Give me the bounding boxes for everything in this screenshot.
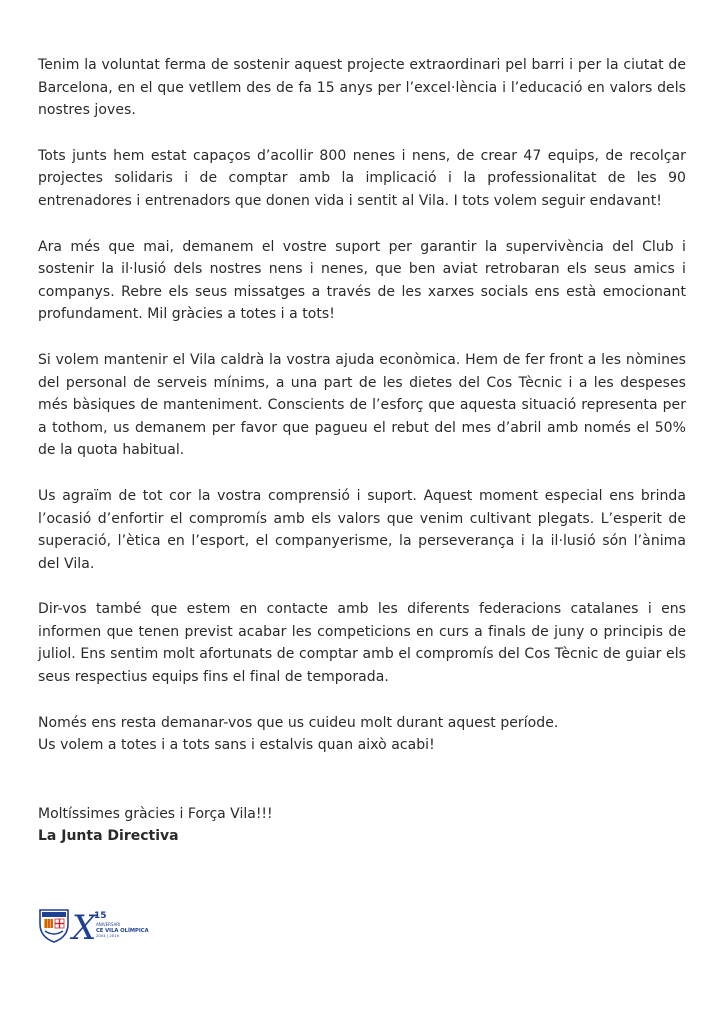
anniversary-label: ANIVERSARI [96, 922, 121, 927]
paragraph-2: Tots junts hem estat capaços d’acollir 800 nenes i nens, de crear 47 equips, de recolçar projectes solidaris i de comptar amb la implicació i la professionalitat de les 90 entrenadores i entrenadors que donen vida i sentit al Vila. I tots volem seguir endavant! [38, 147, 686, 209]
thanks-line: Moltíssimes gràcies i Força Vila!!! [38, 805, 273, 822]
anniversary-number: 15 [94, 911, 107, 921]
club-name-label: CE VILA OLÍMPICA [96, 928, 149, 934]
paragraph-6: Dir-vos també que estem en contacte amb les diferents federacions catalanes i ens informen que tenen previst acabar les competicions en curs a finals de juny o principis de juliol. Ens sentim molt afortunats de comptar amb el compromís del Cos Tècnic de guiar els seus respectius equips fins el final de temporada. [38, 601, 686, 686]
paragraph-1: Tenim la voluntat ferma de sostenir aquest projecte extraordinari pel barri i per la ciutat de Barcelona, en el que vetllem des de fa 15 anys per l’excel·lència i l’educació en valors dels nostres joves. [38, 57, 686, 119]
closing [38, 803, 686, 848]
paragraph-5: Us agraïm de tot cor la vostra comprensió i suport. Aquest moment especial ens brinda l’ocasió d’enfortir el compromís amb els valors que venim cultivant plegats. L’esperit de superació, l’ètica en l’esport, el companyerisme, la perseverança i la il·lusió són l’ànima del Vila. [38, 487, 686, 572]
final-line-2: Us volem a totes i a tots sans i estalvis quan això acabi! [38, 737, 435, 754]
club-anniversary-logo [38, 906, 168, 944]
logo-graphic [38, 906, 168, 944]
paragraph-3: Ara més que mai, demanem el vostre suport per garantir la supervivència del Club i sostenir la il·lusió dels nostres nens i nenes, que ben aviat retrobaran els seus amics i companys. Rebre els seus missatges a través de les xarxes socials ens està emocionant profundament. Mil gràcies a totes i a tots! [38, 238, 686, 323]
years-label: 2004 | 2019 [96, 933, 120, 938]
letter-body [38, 54, 686, 848]
signature: La Junta Directiva [38, 828, 179, 845]
final-paragraph [38, 712, 686, 757]
anniversary-x-mark: X [72, 908, 97, 944]
paragraph-4: Si volem mantenir el Vila caldrà la vostra ajuda econòmica. Hem de fer front a les nòmines del personal de serveis mínims, a una part de les dietes del Cos Tècnic i a les despeses més bàsiques de manteniment. Conscients de l’esforç que aquesta situació representa per a tothom, us demanem per favor que pagueu el rebut del mes d’abril amb només el 50% de la quota habitual. [38, 351, 686, 459]
final-line-1: Només ens resta demanar-vos que us cuideu molt durant aquest període. [38, 714, 559, 731]
shield-icon [40, 910, 68, 942]
